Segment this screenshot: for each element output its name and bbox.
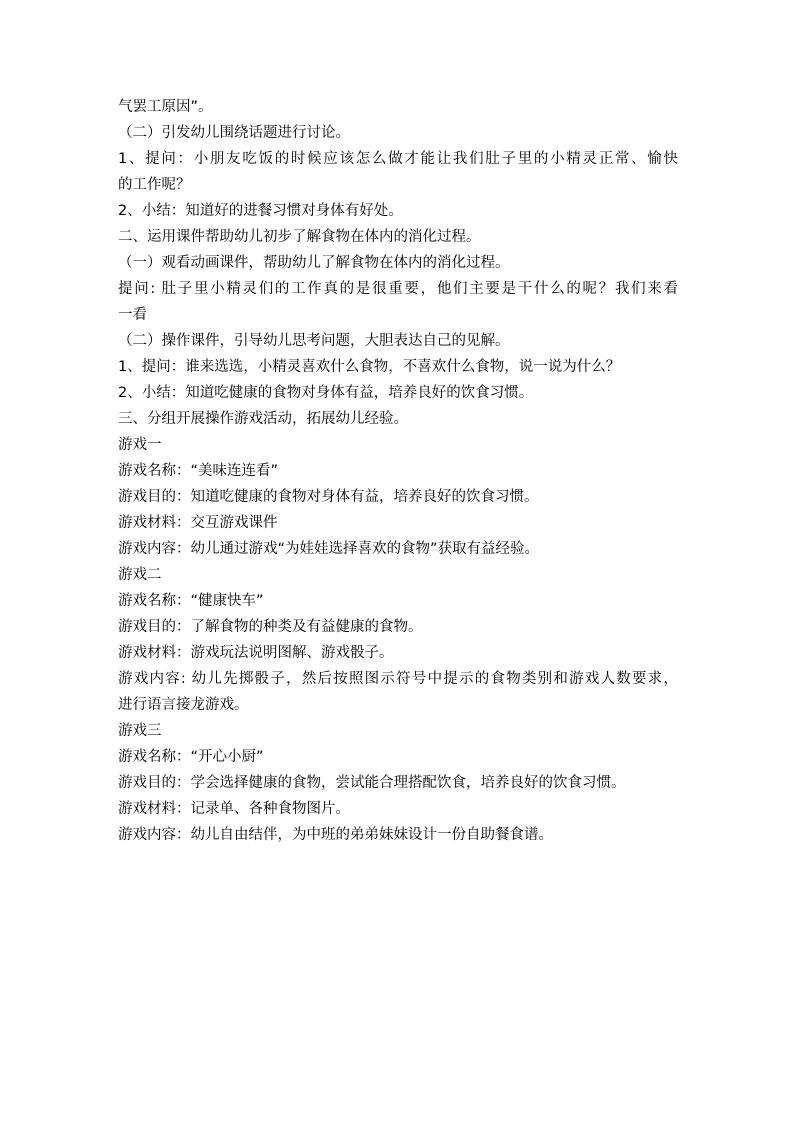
text-line: 游戏材料：交互游戏课件: [118, 515, 278, 531]
text-line: 2、小结：知道吃健康的食物对身体有益，培养良好的饮食习惯。: [118, 385, 534, 401]
text-line: 二、运用课件帮助幼儿初步了解食物在体内的消化过程。: [118, 229, 481, 245]
text-line: 提问: 肚子里小精灵们的工作真的是很重要，他们主要是干什么的呢？我们来看: [118, 281, 678, 297]
text-line: 游戏内容: 幼儿先掷骰子，然后按照图示符号中提示的食物类别和游戏人数要求，: [118, 671, 678, 687]
text-line: 游戏材料：游戏玩法说明图解、游戏骰子。: [118, 645, 394, 661]
text-line: 的工作呢？: [118, 177, 191, 193]
text-line: （一）观看动画课件，帮助幼儿了解食物在体内的消化过程。: [118, 255, 510, 271]
text-line: 游戏目的：了解食物的种类及有益健康的食物。: [118, 619, 423, 635]
text-line: 1、提问：谁来选选，小精灵喜欢什么食物，不喜欢什么食物，说一说为什么？: [118, 359, 621, 375]
text-line: 2、小结：知道好的进餐习惯对身体有好处。: [118, 203, 403, 219]
text-line: （二）引发幼儿围绕话题进行讨论。: [118, 125, 350, 141]
document-body: [118, 94, 678, 848]
text-line: 游戏名称：“美味连连看”: [118, 463, 279, 479]
text-line: 进行语言接龙游戏。: [118, 697, 249, 713]
text-line: 一看: [118, 307, 147, 323]
text-line: 游戏二: [118, 567, 162, 583]
text-line: 1、提问：小朋友吃饭的时候应该怎么做才能让我们肚子里的小精灵正常、愉快: [118, 151, 678, 167]
text-line: 游戏材料：记录单、各种食物图片。: [118, 801, 350, 817]
text-line: 游戏内容：幼儿通过游戏“为娃娃选择喜欢的食物”获取有益经验。: [118, 541, 540, 557]
text-line: 游戏名称：“健康快车”: [118, 593, 264, 609]
text-line: 游戏目的：知道吃健康的食物对身体有益，培养良好的饮食习惯。: [118, 489, 539, 505]
text-line: 游戏内容：幼儿自由结伴，为中班的弟弟妹妹设计一份自助餐食谱。: [118, 827, 553, 843]
text-line: 游戏目的：学会选择健康的食物，尝试能合理搭配饮食，培养良好的饮食习惯。: [118, 775, 626, 791]
text-line: 游戏一: [118, 437, 162, 453]
text-line: （二）操作课件，引导幼儿思考问题，大胆表达自己的见解。: [118, 333, 510, 349]
text-line: 气罢工原因”。: [118, 99, 213, 115]
text-line: 三、分组开展操作游戏活动，拓展幼儿经验。: [118, 411, 408, 427]
text-line: 游戏三: [118, 723, 162, 739]
text-line: 游戏名称：“开心小厨”: [118, 749, 264, 765]
